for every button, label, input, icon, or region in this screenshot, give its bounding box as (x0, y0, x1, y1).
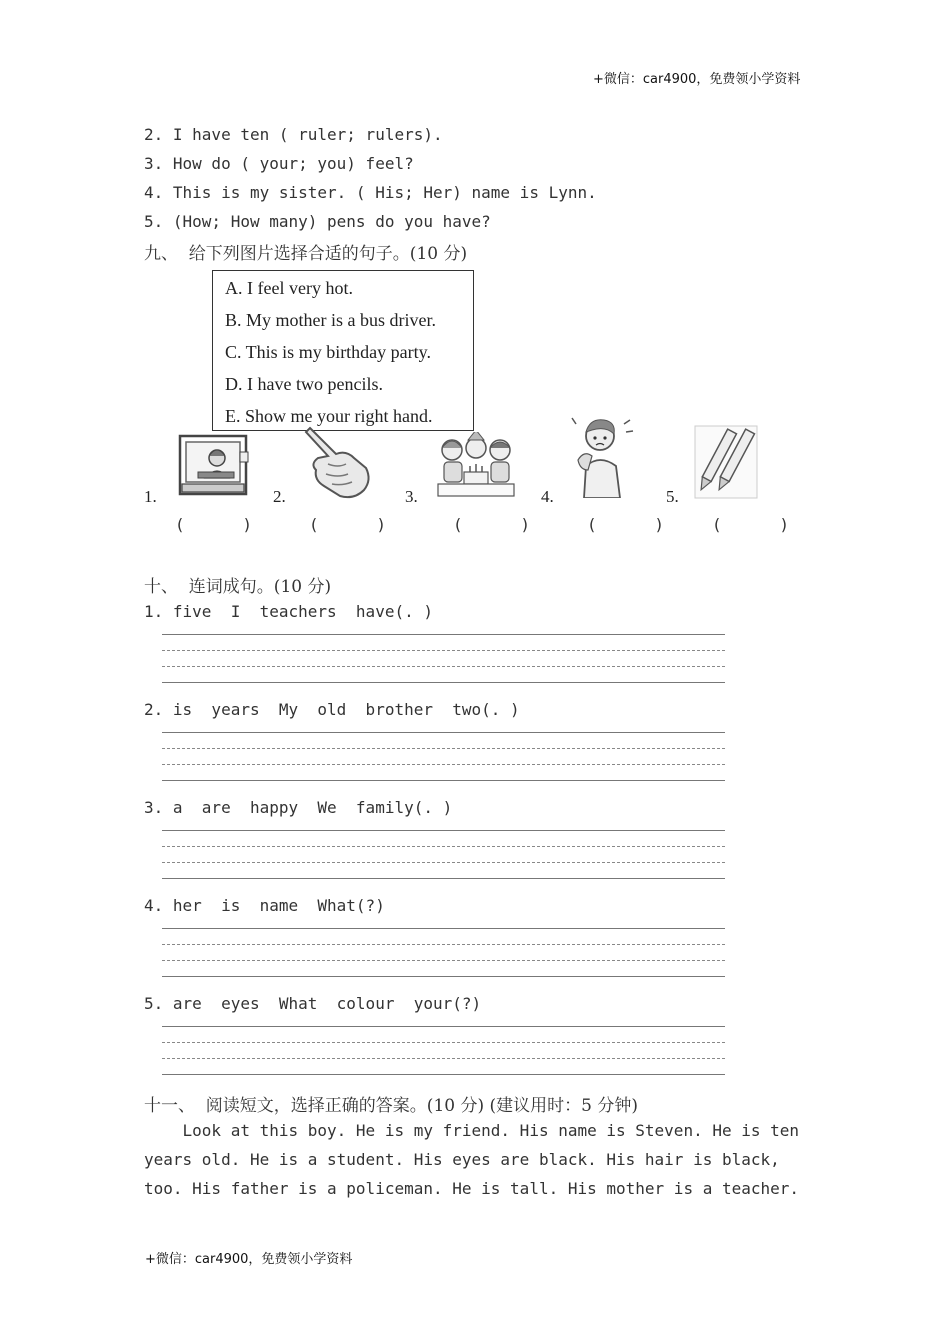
picture-number-1: 1. (144, 487, 157, 506)
writing-lines-4[interactable] (162, 928, 725, 976)
reading-line-3: too. His father is a policeman. He is tall. His mother is a teacher. (144, 1179, 800, 1198)
pointing-hand-icon (302, 424, 374, 502)
picture-number-3: 3. (405, 487, 418, 506)
birthday-party-icon (434, 432, 518, 500)
section8-item-5: 5. (How; How many) pens do you have? (144, 212, 491, 231)
options-box (212, 270, 474, 431)
section10-item-3: 3. a are happy We family(. ) (144, 798, 453, 817)
answer-blank-1[interactable]: ( ) (175, 515, 253, 534)
picture-number-5: 5. (666, 487, 679, 506)
answer-blank-2[interactable]: ( ) (309, 515, 387, 534)
section8-item-4: 4. This is my sister. ( His; Her) name is Lynn. (144, 183, 597, 202)
two-pencils-icon (693, 424, 759, 500)
section11-title: 十一、 阅读短文，选择正确的答案。(10 分) (建议用时：5 分钟) (144, 1096, 638, 1116)
bus-driver-icon (176, 432, 252, 500)
reading-line-2: years old. He is a student. His eyes are black. His hair is black, (144, 1150, 780, 1169)
option-d: D. I have two pencils. (225, 374, 383, 394)
section8-item-2: 2. I have ten ( ruler; rulers). (144, 125, 443, 144)
watermark-bottom: +微信：car4900，免费领小学资料 (145, 1252, 353, 1267)
section9-title: 九、 给下列图片选择合适的句子。(10 分) (144, 244, 468, 264)
answer-blank-4[interactable]: ( ) (587, 515, 665, 534)
section10-title: 十、 连词成句。(10 分) (144, 577, 332, 597)
section8-item-3: 3. How do ( your; you) feel? (144, 154, 414, 173)
watermark-top: +微信：car4900，免费领小学资料 (593, 72, 801, 87)
writing-lines-3[interactable] (162, 830, 725, 878)
option-e: E. Show me your right hand. (225, 406, 433, 426)
writing-lines-1[interactable] (162, 634, 725, 682)
option-b: B. My mother is a bus driver. (225, 310, 436, 330)
section10-item-4: 4. her is name What(?) (144, 896, 385, 915)
hot-boy-fan-icon (570, 414, 636, 498)
option-a: A. I feel very hot. (225, 278, 353, 298)
picture-number-2: 2. (273, 487, 286, 506)
reading-line-1: Look at this boy. He is my friend. His name is Steven. He is ten (144, 1121, 800, 1140)
writing-lines-2[interactable] (162, 732, 725, 780)
answer-blank-5[interactable]: ( ) (712, 515, 790, 534)
answer-blank-3[interactable]: ( ) (453, 515, 531, 534)
writing-lines-5[interactable] (162, 1026, 725, 1074)
section10-item-1: 1. five I teachers have(. ) (144, 602, 433, 621)
picture-number-4: 4. (541, 487, 554, 506)
section10-item-5: 5. are eyes What colour your(?) (144, 994, 482, 1013)
section10-item-2: 2. is years My old brother two(. ) (144, 700, 520, 719)
option-c: C. This is my birthday party. (225, 342, 431, 362)
